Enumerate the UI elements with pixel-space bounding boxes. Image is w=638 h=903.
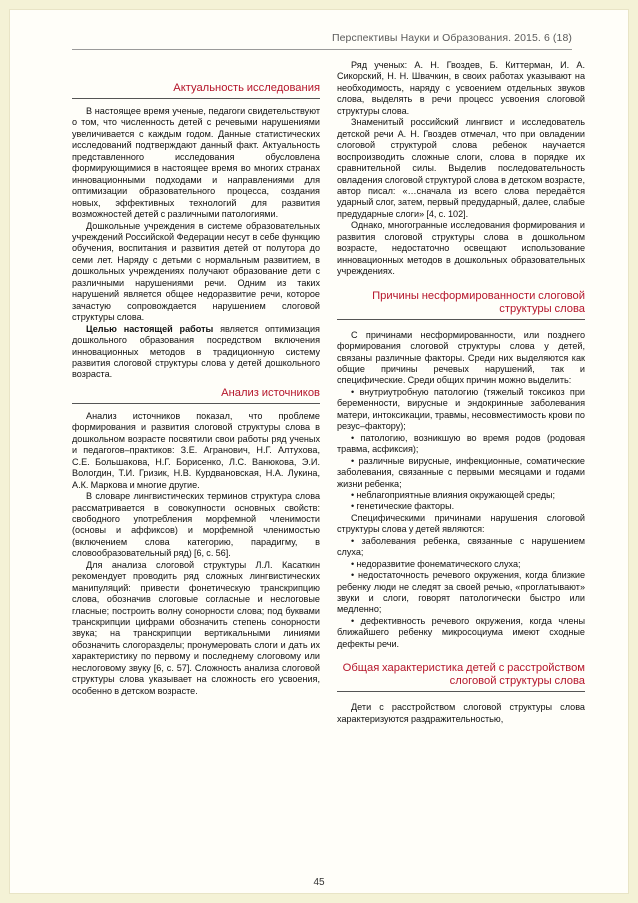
section-title-sources: Анализ источников (72, 387, 320, 404)
paragraph: С причинами несформированности, или позднего формирования слоговой структуры слова у детей, связаны различные факторы. Среди них выделяются как общие причины речевых нарушений, так и специфические. Среди общих причин можно выделить: (337, 329, 585, 386)
list-item: • недостаточность речевого окружения, когда близкие ребенку люди не следят за своей речью, «проглатывают» звуки и слоги, говорят патологически быстро или медленно; (337, 570, 585, 615)
paragraph: Однако, многогранные исследования формирования и развития слоговой структуры слова в дошкольном возрасте, недостаточно освещают использование инновационных методов в дошкольных образовательных учреждениях. (337, 220, 585, 277)
section-title-causes: Причины несформированности слоговой структуры слова (337, 290, 585, 320)
section-title-characteristics: Общая характеристика детей с расстройством слоговой структуры слова (337, 662, 585, 692)
list-item: • патологию, возникшую во время родов (родовая травма, асфиксия); (337, 432, 585, 455)
paragraph: Дети с расстройством слоговой структуры слова характеризуются раздражительностью, (337, 702, 585, 724)
paragraph: Специфическими причинами нарушения слоговой структуры слова у детей являются: (337, 512, 585, 535)
list-item: • недоразвитие фонематического слуха; (351, 558, 521, 569)
goal-label: Целью настоящей работы (86, 323, 214, 334)
paragraph-goal (72, 324, 320, 381)
right-column (337, 60, 585, 725)
list-item: • внутриутробную патологию (тяжелый токсикоз при беременности, вирусные и эндокринные заболевания матери, интоксикации, травмы, несовместимость крови по резус–фактору); (337, 386, 585, 432)
running-header: Перспективы Науки и Образования. 2015. 6 (18) (331, 32, 572, 44)
paragraph: В словаре лингвистических терминов структура слова рассматривается в совокупности основных свойств: свободного употребления морфемной членимости (основы и аффиксов) и морфемной членимостью (включением слова категорию, парадигму, в словообразовательный ряд) [6, с. 56]. (72, 491, 320, 559)
section-title-relevance: Актуальность исследования (72, 82, 320, 99)
journal-page (9, 9, 629, 894)
list-item: • генетические факторы. (351, 501, 455, 512)
list-item: • заболевания ребенка, связанные с нарушением слуха; (337, 535, 585, 558)
paragraph: Ряд ученых: А. Н. Гвоздев, Б. Киттерман, И. А. Сикорский, Н. Н. Швачкин, в своих работах указывают на необходимость, наряду с усвоением отдельных звуков слова, выделять в речи процесс усвоения слоговой структуры слова. (337, 60, 585, 116)
list-item: • различные вирусные, инфекционные, соматические заболевания, связанные с первыми месяцами и годами жизни ребенка; (337, 455, 585, 489)
paragraph: В настоящее время ученые, педагоги свидетельствуют о том, что численность детей с речевыми нарушениями увеличивается с каждым годом. Данные статистических исследований подтверждают данный факт. Актуальность представленного исследования обусловлена формирующимися в настоящее время во многих странах инновационными подходами и направлениями для оптимизации образовательного процесса, создания новых, эффективных технологий для развития возможностей детей с различными патологиями. (72, 106, 320, 220)
paragraph: Анализ источников показал, что проблеме формирования и развития слоговой структуры слова в дошкольном возрасте посвятили свои работы ряд ученых и педагогов–практиков: З.Е. Агранович, Н.Г. Алтухова, С.Е. Большакова, Н.Г. Борисенко, Л.С. Ванюкова, Э.И. Вологдин, Т.И. Гризик, Н.В. Курдвановская, Н.А. Лукина, А.К. Маркова и многие другие. (72, 410, 320, 490)
paragraph: Для анализа слоговой структуры Л.Л. Касаткин рекомендует проводить ряд сложных лингвистических манипуляций: привести фонетическую транскрипцию слова, обозначив слоговые согласные и неслоговые гласные; построить волну сонорности слова; под буквами транскрипции цифрами обозначить степень сонорности звука; на транскрипции вертикальными линиями обозначить слогоразделы; пронумеровать слоги и дать их характеристику по первому и последнему слоговому или неслоговому звуку [6, с. 57]. Сложность анализа слоговой структуры слова указывает на сложность его усвоения, особенно в детском возрасте. (72, 559, 320, 696)
paragraph: Знаменитый российский лингвист и исследователь детской речи А. Н. Гвоздев отмечал, что при овладении слоговой структурой слова ребенок научается воспроизводить сложные слоги, слова в порядке их сравнительной силы. Выделив последовательность овладения слоговой структурой слова в детском возрасте, автор писал: «…сначала из всего слова передаётся ударный слог, затем, первый предударный, далее, слабые предударные слоги» [4, с. 102]. (337, 117, 585, 219)
goal-text: является оптимизация дошкольного образования посредством включения инновационных методов в традиционную систему развития слоговой структуры слова у детей дошкольного возраста. (72, 323, 320, 380)
list-item: • неблагоприятные влияния окружающей среды; (351, 489, 556, 500)
paragraph: Дошкольные учреждения в системе образовательных учреждений Российской Федерации несут в себе функцию обучения, воспитания и развития детей от полутора до семи лет. Наряду с детьми с нормальным развитием, в дошкольных учреждениях получают образование дети с различными нарушениями речи. Одним из таких нарушений является общее недоразвитие речи, которое зачастую сопровождается нарушением слоговой структуры слова. (72, 220, 320, 323)
page-number: 45 (313, 877, 325, 888)
left-column (72, 60, 320, 697)
header-rule (72, 49, 572, 50)
list-item: • дефективность речевого окружения, когда члены ближайшего ребенку микросоциума имеют сходные дефекты речи. (337, 615, 585, 649)
